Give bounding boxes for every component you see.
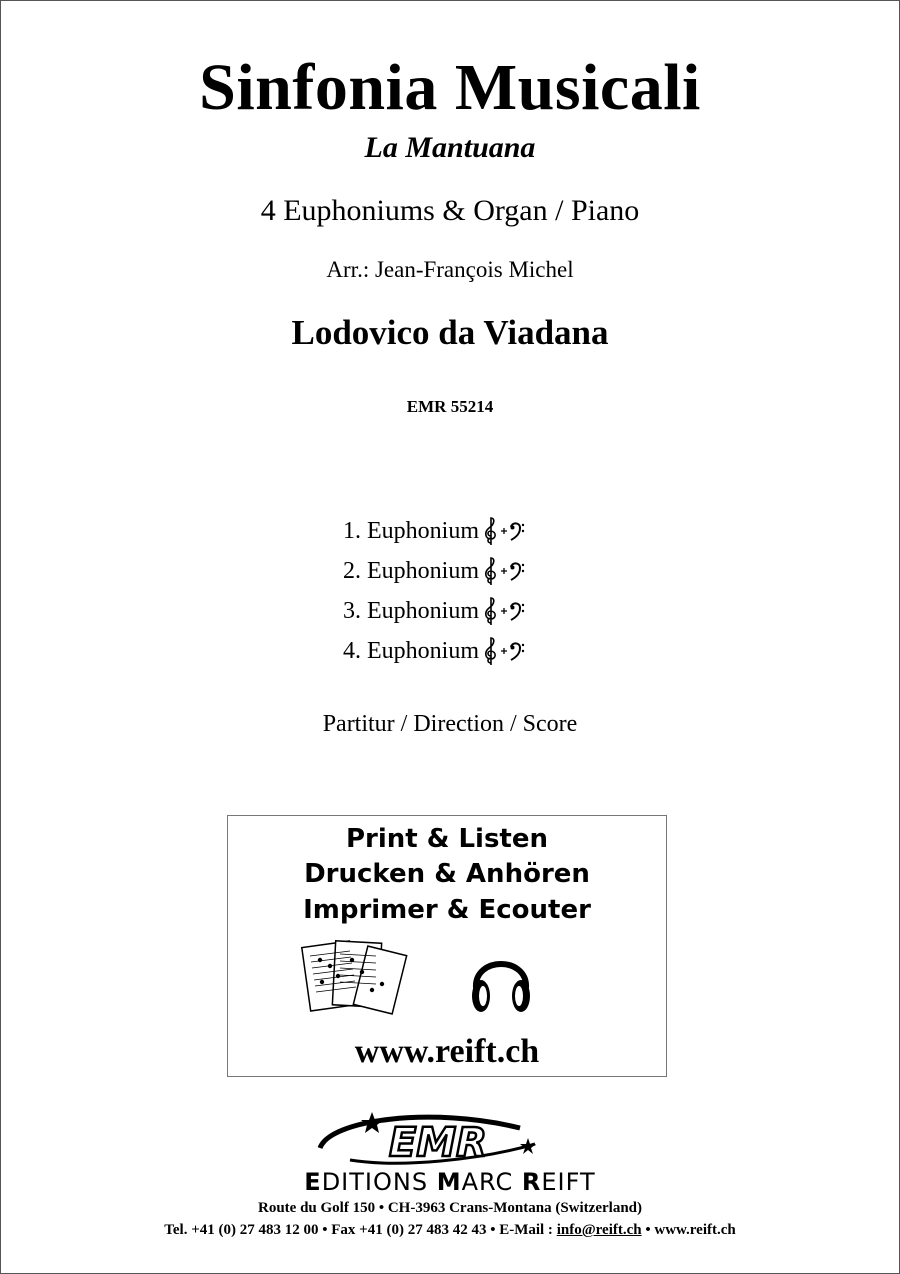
clefs-icon [482,556,528,586]
part-label: 2. Euphonium [343,557,479,584]
publisher-name-part: R [521,1168,542,1196]
publisher-name-part: M [436,1168,462,1196]
contact-website[interactable]: • www.reift.ch [641,1222,736,1238]
composer: Lodovico da Viadana [291,313,609,352]
promo-line-de: Drucken & Anhören [304,859,590,889]
contact-phone-fax: Tel. +41 (0) 27 483 12 00 • Fax +41 (0) 27 483 42 43 • E-Mail : [164,1222,557,1238]
part-item [343,551,528,591]
promo-line-en: Print & Listen [345,824,549,854]
publisher-name-part: E [304,1168,322,1196]
sheet-music-icon [300,936,412,1016]
part-label: 3. Euphonium [343,597,479,624]
publisher-contact [0,1221,900,1239]
page-title: Sinfonia Musicali [199,51,701,124]
email-link[interactable]: info@reift.ch [556,1222,642,1238]
parts-list [343,511,528,671]
catalog-code: EMR 55214 [406,397,494,416]
part-item [343,511,528,551]
instrumentation: 4 Euphoniums & Organ / Piano [260,194,640,227]
publisher-name [0,1168,900,1196]
clefs-icon [482,596,528,626]
publisher-name-part: EIFT [541,1168,596,1196]
part-label: 1. Euphonium [343,517,479,544]
print-listen-box[interactable] [227,815,667,1077]
part-label: 4. Euphonium [343,637,479,664]
arranger: Arr.: Jean-François Michel [326,257,574,282]
promo-line-fr: Imprimer & Ecouter [303,895,591,925]
clefs-icon [482,516,528,546]
promo-url-link[interactable]: www.reift.ch [354,1033,540,1070]
publisher-name-part: ARC [461,1168,522,1196]
logo-text: EMR [389,1120,487,1166]
emr-logo [310,1108,550,1170]
clefs-icon [482,636,528,666]
publisher-address: Route du Golf 150 • CH-3963 Crans-Montana (Switzerland) [258,1200,642,1216]
headphones-icon [468,942,534,1018]
score-label: Partitur / Direction / Score [322,711,578,737]
publisher-name-part: DITIONS [321,1168,437,1196]
subtitle: La Mantuana [364,131,536,164]
part-item [343,631,528,671]
part-item [343,591,528,631]
